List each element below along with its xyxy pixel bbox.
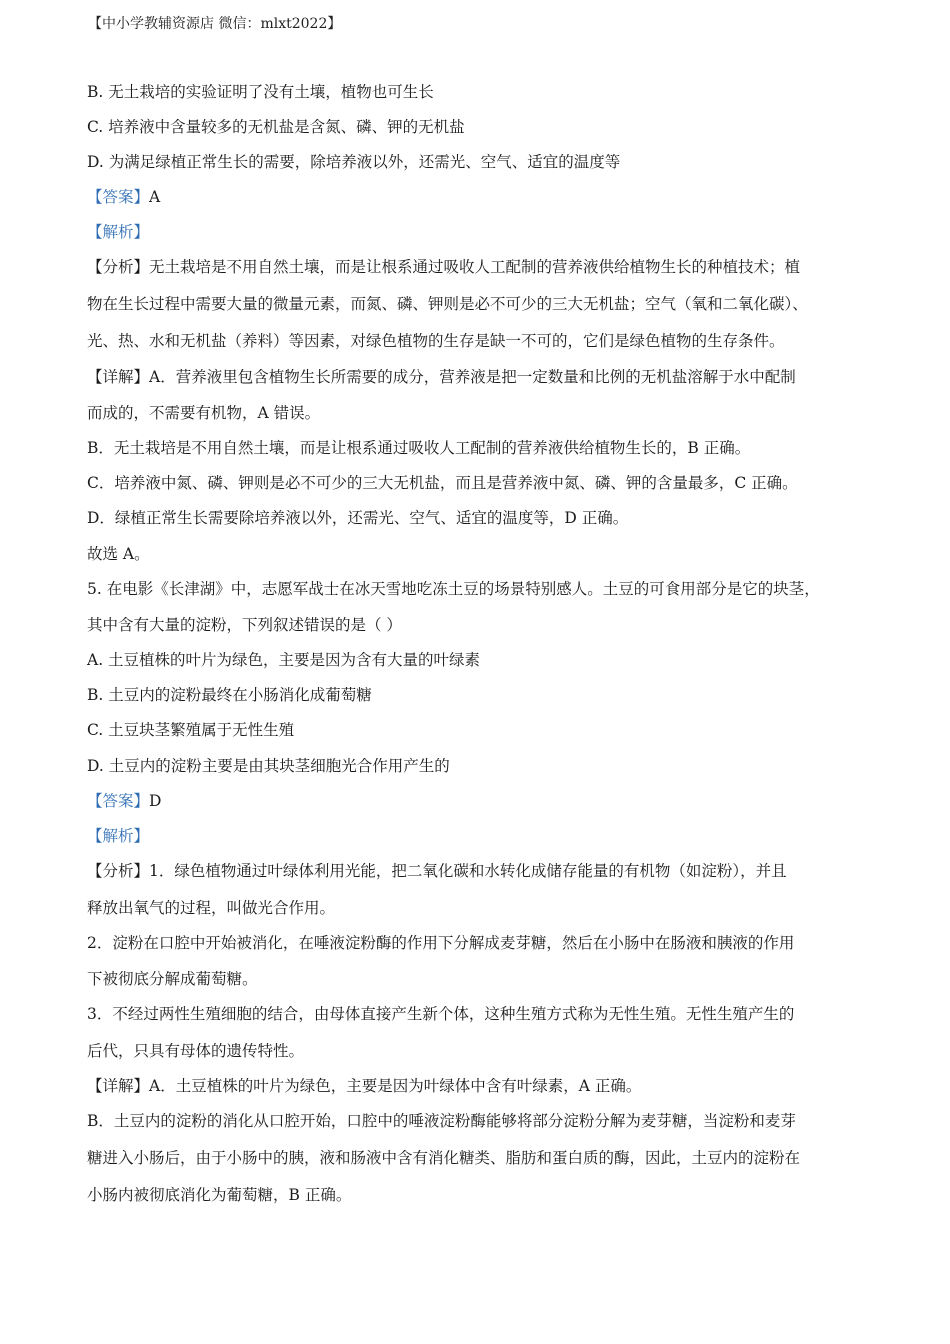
- analysis-text: 【分析】无土栽培是不用自然土壤，而是让根系通过吸收人工配制的营养液供给植物生长的种植技术；植: [87, 258, 801, 276]
- option-c: C. 土豆块茎繁殖属于无性生殖: [87, 721, 295, 739]
- detail-text: 【详解】A．营养液里包含植物生长所需要的成分，营养液是把一定数量和比例的无机盐溶解于水中配制: [87, 368, 796, 386]
- analysis-label: 【解析】: [87, 223, 150, 241]
- analysis-heading: [87, 825, 149, 847]
- answer-label: 【答案】: [87, 188, 150, 206]
- analysis-text: 光、热、水和无机盐（养料）等因素，对绿色植物的生存是缺一不可的，它们是绿色植物的生存条件。: [87, 332, 785, 350]
- detail-text: B．无土栽培是不用自然土壤，而是让根系通过吸收人工配制的营养液供给植物生长的，B 正确。: [87, 439, 751, 457]
- option-d: D. 为满足绿植正常生长的需要，除培养液以外，还需光、空气、适宜的温度等: [87, 153, 621, 171]
- detail-text: 【详解】A．土豆植株的叶片为绿色，主要是因为叶绿体中含有叶绿素，A 正确。: [87, 1077, 642, 1095]
- detail-text: C．培养液中氮、磷、钾则是必不可少的三大无机盐，而且是营养液中氮、磷、钾的含量最多，C 正确。: [87, 474, 798, 492]
- detail-text: 小肠内被彻底消化为葡萄糖，B 正确。: [87, 1186, 352, 1204]
- detail-text: D．绿植正常生长需要除培养液以外，还需光、空气、适宜的温度等，D 正确。: [87, 509, 629, 527]
- option-d: D. 土豆内的淀粉主要是由其块茎细胞光合作用产生的: [87, 757, 450, 775]
- analysis-text: 释放出氧气的过程，叫做光合作用。: [87, 899, 336, 917]
- detail-text: 糖进入小肠后，由于小肠中的胰，液和肠液中含有消化糖类、脂肪和蛋白质的酶，因此，土豆内的淀粉在: [87, 1149, 801, 1167]
- option-c: C. 培养液中含量较多的无机盐是含氮、磷、钾的无机盐: [87, 118, 465, 136]
- answer-line: 【答案】A: [87, 188, 161, 206]
- answer-label: 【答案】: [87, 792, 150, 810]
- analysis-label: 【解析】: [87, 827, 150, 845]
- analysis-text: 3．不经过两性生殖细胞的结合，由母体直接产生新个体，这种生殖方式称为无性生殖。无性生殖产生的: [87, 1005, 795, 1023]
- page-header: 【中小学教辅资源店 微信：mlxt2022】: [88, 16, 342, 32]
- option-a: A. 土豆植株的叶片为绿色，主要是因为含有大量的叶绿素: [87, 651, 481, 669]
- analysis-text: 后代，只具有母体的遗传特性。: [87, 1042, 305, 1060]
- analysis-text: 2．淀粉在口腔中开始被消化，在唾液淀粉酶的作用下分解成麦芽糖，然后在小肠中在肠液和胰液的作用: [87, 934, 795, 952]
- analysis-text: 【分析】1．绿色植物通过叶绿体利用光能，把二氧化碳和水转化成储存能量的有机物（如淀粉），并且: [87, 862, 787, 880]
- question-5-stem: 5. 在电影《长津湖》中，志愿军战士在冰天雪地吃冻土豆的场景特别感人。土豆的可食用部分是它的块茎，: [87, 580, 820, 598]
- question-5-stem: 其中含有大量的淀粉，下列叙述错误的是（ ）: [87, 616, 402, 634]
- analysis-heading: [87, 221, 149, 243]
- analysis-text: 下被彻底分解成葡萄糖。: [87, 970, 258, 988]
- answer-line: 【答案】D: [87, 792, 162, 810]
- analysis-text: 物在生长过程中需要大量的微量元素，而氮、磷、钾则是必不可少的三大无机盐；空气（氧和二氧化碳）、: [87, 295, 808, 313]
- detail-text: 而成的，不需要有机物，A 错误。: [87, 404, 321, 422]
- conclusion-text: 故选 A。: [87, 545, 150, 563]
- option-b: B. 无土栽培的实验证明了没有土壤，植物也可生长: [87, 83, 434, 101]
- detail-text: B．土豆内的淀粉的消化从口腔开始，口腔中的唾液淀粉酶能够将部分淀粉分解为麦芽糖，当淀粉和麦芽: [87, 1112, 796, 1130]
- option-b: B. 土豆内的淀粉最终在小肠消化成葡萄糖: [87, 686, 372, 704]
